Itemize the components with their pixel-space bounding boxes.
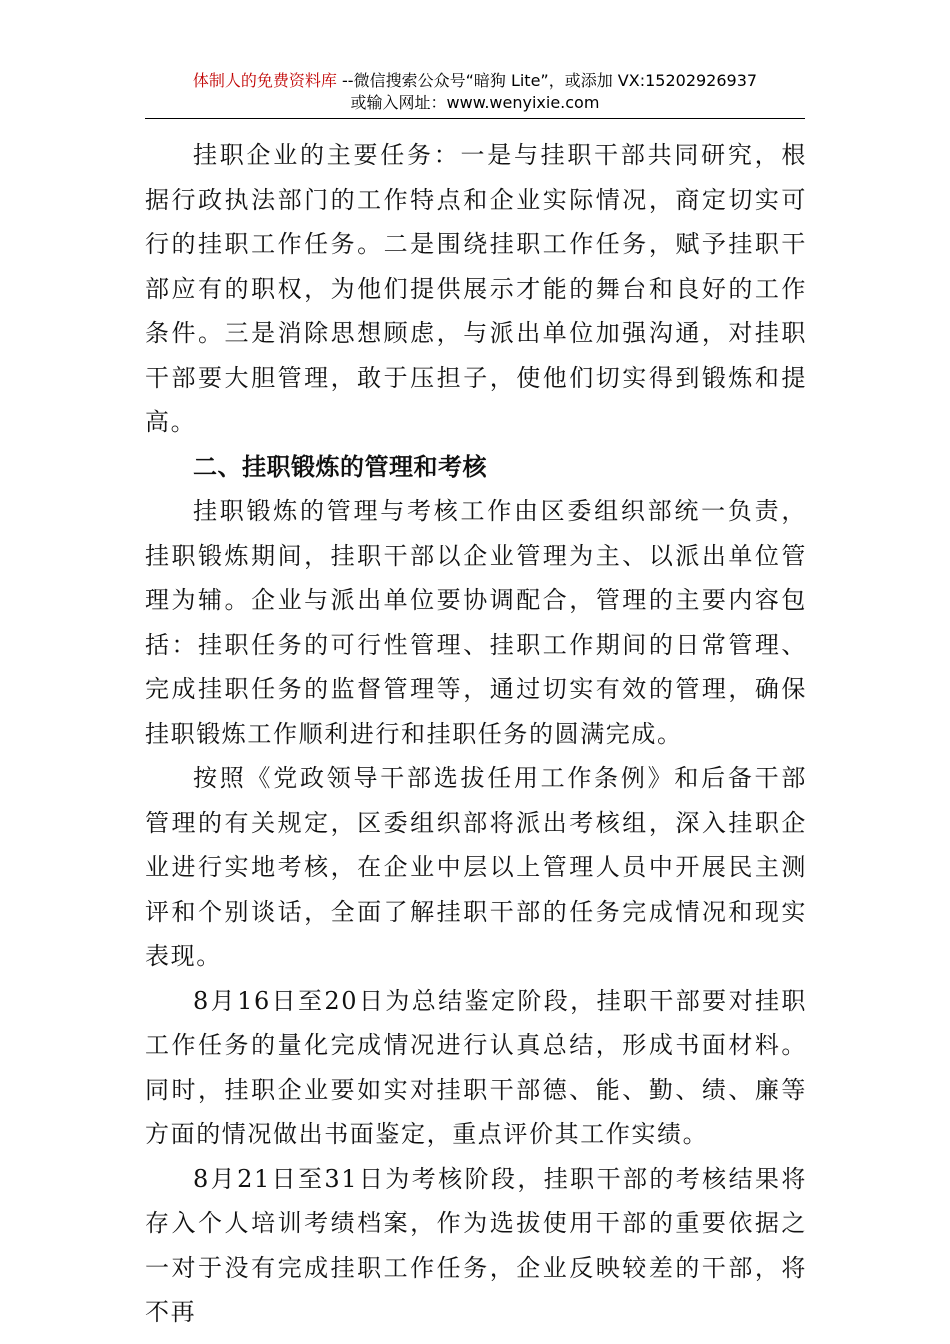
paragraph-assessment: 按照《党政领导干部选拔任用工作条例》和后备干部管理的有关规定，区委组织部将派出考核组，深入挂职企业进行实地考核，在企业中层以上管理人员中开展民主测评和个别谈话，全面了解挂职干部的任务完成情况和现实表现。	[145, 764, 807, 970]
paragraph-management: 挂职锻炼的管理与考核工作由区委组织部统一负责，挂职锻炼期间，挂职干部以企业管理为主、以派出单位管理为辅。企业与派出单位要协调配合，管理的主要内容包括：挂职任务的可行性管理、挂职工作期间的日常管理、完成挂职任务的监督管理等，通过切实有效的管理，确保挂职锻炼工作顺利进行和挂职任务的圆满完成。	[145, 497, 807, 748]
header-divider	[145, 118, 805, 119]
paragraph-enterprise-tasks: 挂职企业的主要任务：一是与挂职干部共同研究，根据行政执法部门的工作特点和企业实际情况，商定切实可行的挂职工作任务。二是围绕挂职工作任务，赋予挂职干部应有的职权，为他们提供展示才能的舞台和良好的工作条件。三是消除思想顾虑，与派出单位加强沟通，对挂职干部要大胆管理，敢于压担子，使他们切实得到锻炼和提高。	[145, 141, 807, 436]
section-heading: 二、挂职锻炼的管理和考核	[193, 452, 487, 481]
header-promo: --微信搜索公众号“暗狗 Lite”，或添加 VX:15202926937	[336, 71, 758, 90]
document-body	[145, 133, 807, 1335]
header-line-1	[145, 70, 805, 92]
header-brand: 体制人的免费资料库	[192, 71, 337, 90]
paragraph-summary-stage: 8月16日至20日为总结鉴定阶段，挂职干部要对挂职工作任务的量化完成情况进行认真总结，形成书面材料。同时，挂职企业要如实对挂职干部德、能、勤、绩、廉等方面的情况做出书面鉴定，重点评价其工作实绩。	[145, 986, 807, 1148]
header-url-line: 或输入网址：www.wenyixie.com	[350, 93, 600, 112]
page-header	[145, 70, 805, 114]
paragraph-assessment-stage: 8月21日至31日为考核阶段，挂职干部的考核结果将存入个人培训考绩档案，作为选拔使用干部的重要依据之一对于没有完成挂职工作任务，企业反映较差的干部，将不再	[145, 1164, 807, 1326]
